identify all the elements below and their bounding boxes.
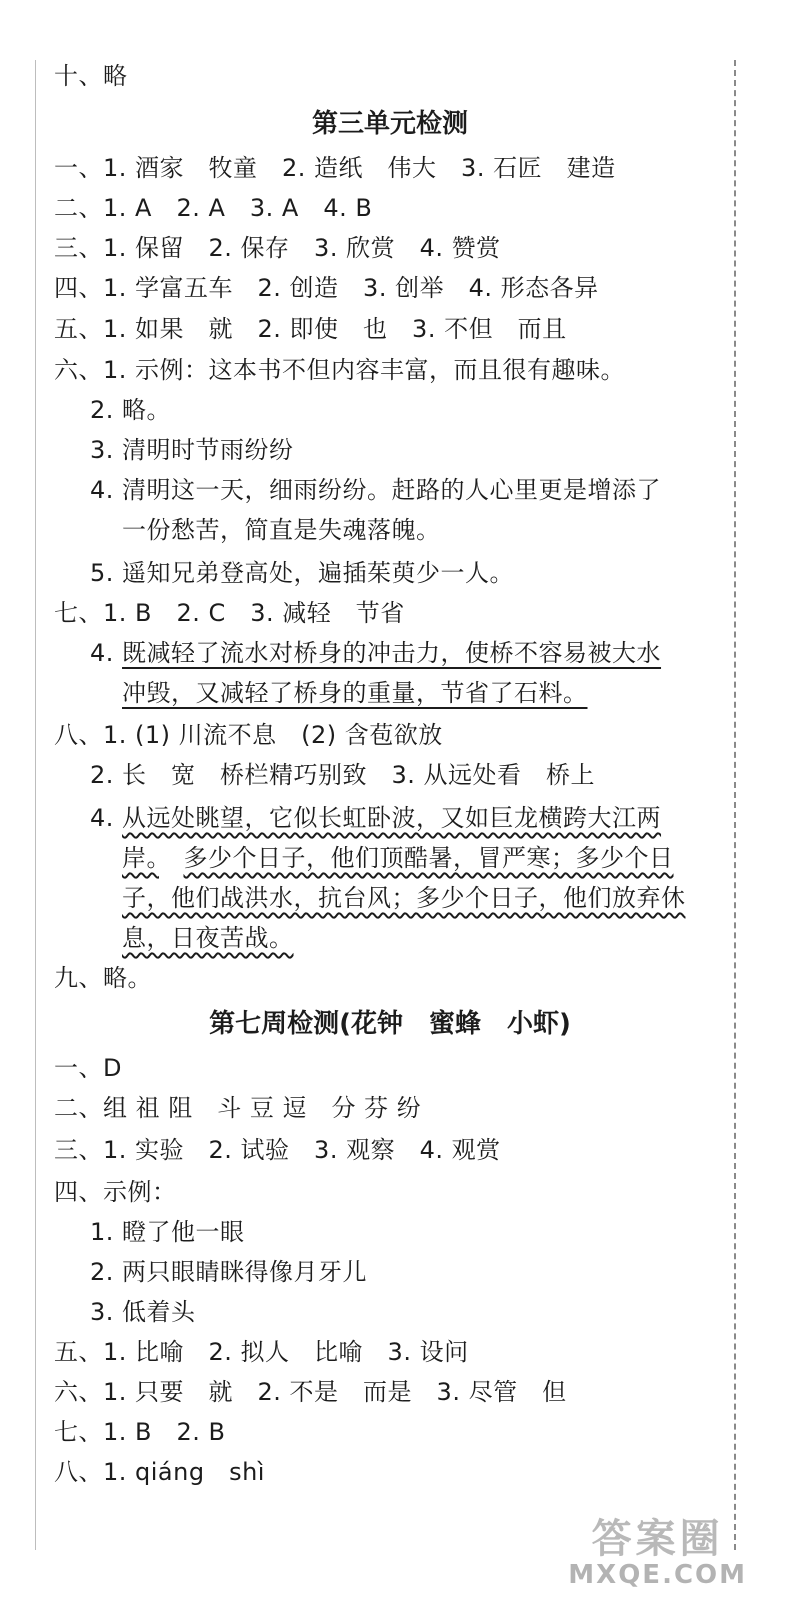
answer-line: 2. 略。 bbox=[90, 396, 172, 424]
answer-line: 2. 长 宽 桥栏精巧别致 3. 从远处看 桥上 bbox=[90, 761, 596, 789]
answer-line bbox=[122, 673, 726, 713]
answer-line bbox=[122, 838, 726, 878]
answer-line bbox=[90, 798, 762, 838]
wavy-underlined-answer: 多少个日子，他们顶酷暑，冒严寒；多少个日 bbox=[183, 844, 674, 872]
answer-line: 3. 清明时节雨纷纷 bbox=[90, 436, 294, 464]
answer-line: 3. 低着头 bbox=[90, 1298, 196, 1326]
answer-line: 1. 瞪了他一眼 bbox=[90, 1218, 245, 1246]
wavy-underlined-answer: 岸。 bbox=[122, 844, 159, 872]
answer-line: 一份愁苦，简直是失魂落魄。 bbox=[122, 516, 441, 544]
left-margin-line bbox=[35, 60, 36, 1550]
answer-line: 三、1. 保留 2. 保存 3. 欣赏 4. 赞赏 bbox=[54, 234, 501, 262]
answer-line bbox=[90, 633, 762, 673]
answer-line: 五、1. 比喻 2. 拟人 比喻 3. 设问 bbox=[54, 1338, 469, 1366]
answer-line: 4. 清明这一天，细雨纷纷。赶路的人心里更是增添了 bbox=[90, 476, 662, 504]
wavy-underlined-answer: 子，他们战洪水，抗台风；多少个日子，他们放弃休 bbox=[122, 884, 686, 912]
answer-line: 九、略。 bbox=[54, 964, 152, 992]
section-title: 第七周检测(花钟 蜜蜂 小虾) bbox=[209, 1009, 571, 1039]
watermark-logo: 答案圈 MXQE.COM bbox=[568, 1516, 747, 1590]
item-number: 4. bbox=[90, 639, 123, 667]
wavy-underlined-answer: 从远处眺望，它似长虹卧波，又如巨龙横跨大江两 bbox=[122, 804, 662, 832]
answer-line bbox=[122, 918, 726, 958]
answer-line: 一、1. 酒家 牧童 2. 造纸 伟大 3. 石匠 建造 bbox=[54, 154, 616, 182]
underlined-answer: 冲毁，又减轻了桥身的重量，节省了石料。 bbox=[122, 679, 588, 707]
answer-line: 二、组 祖 阻 斗 豆 逗 分 芬 纷 bbox=[54, 1094, 422, 1122]
section-title: 第三单元检测 bbox=[311, 109, 468, 139]
answer-line: 四、1. 学富五车 2. 创造 3. 创举 4. 形态各异 bbox=[54, 274, 599, 302]
underlined-answer: 既减轻了流水对桥身的冲击力，使桥不容易被大水 bbox=[122, 639, 662, 667]
answer-line: 2. 两只眼睛眯得像月牙儿 bbox=[90, 1258, 368, 1286]
answer-line: 十、略 bbox=[54, 62, 128, 90]
answer-line: 五、1. 如果 就 2. 即使 也 3. 不但 而且 bbox=[54, 315, 567, 343]
answer-line: 七、1. B 2. B bbox=[54, 1418, 226, 1446]
answer-line: 七、1. B 2. C 3. 减轻 节省 bbox=[54, 599, 405, 627]
answer-line: 八、1. qiáng shì bbox=[54, 1458, 265, 1486]
item-number: 4. bbox=[90, 804, 123, 832]
answer-line: 四、示例： bbox=[54, 1178, 177, 1206]
answer-line: 八、1. (1) 川流不息 (2) 含苞欲放 bbox=[54, 721, 443, 749]
answer-line: 三、1. 实验 2. 试验 3. 观察 4. 观赏 bbox=[54, 1136, 501, 1164]
answer-line: 一、D bbox=[54, 1054, 122, 1082]
answer-line: 二、1. A 2. A 3. A 4. B bbox=[54, 194, 373, 222]
answer-line bbox=[122, 878, 726, 918]
answer-line: 六、1. 示例：这本书不但内容丰富，而且很有趣味。 bbox=[54, 356, 626, 384]
answer-line: 六、1. 只要 就 2. 不是 而是 3. 尽管 但 bbox=[54, 1378, 567, 1406]
wavy-underlined-answer: 息，日夜苦战。 bbox=[122, 924, 294, 952]
answer-line: 5. 遥知兄弟登高处，遍插茱萸少一人。 bbox=[90, 559, 515, 587]
